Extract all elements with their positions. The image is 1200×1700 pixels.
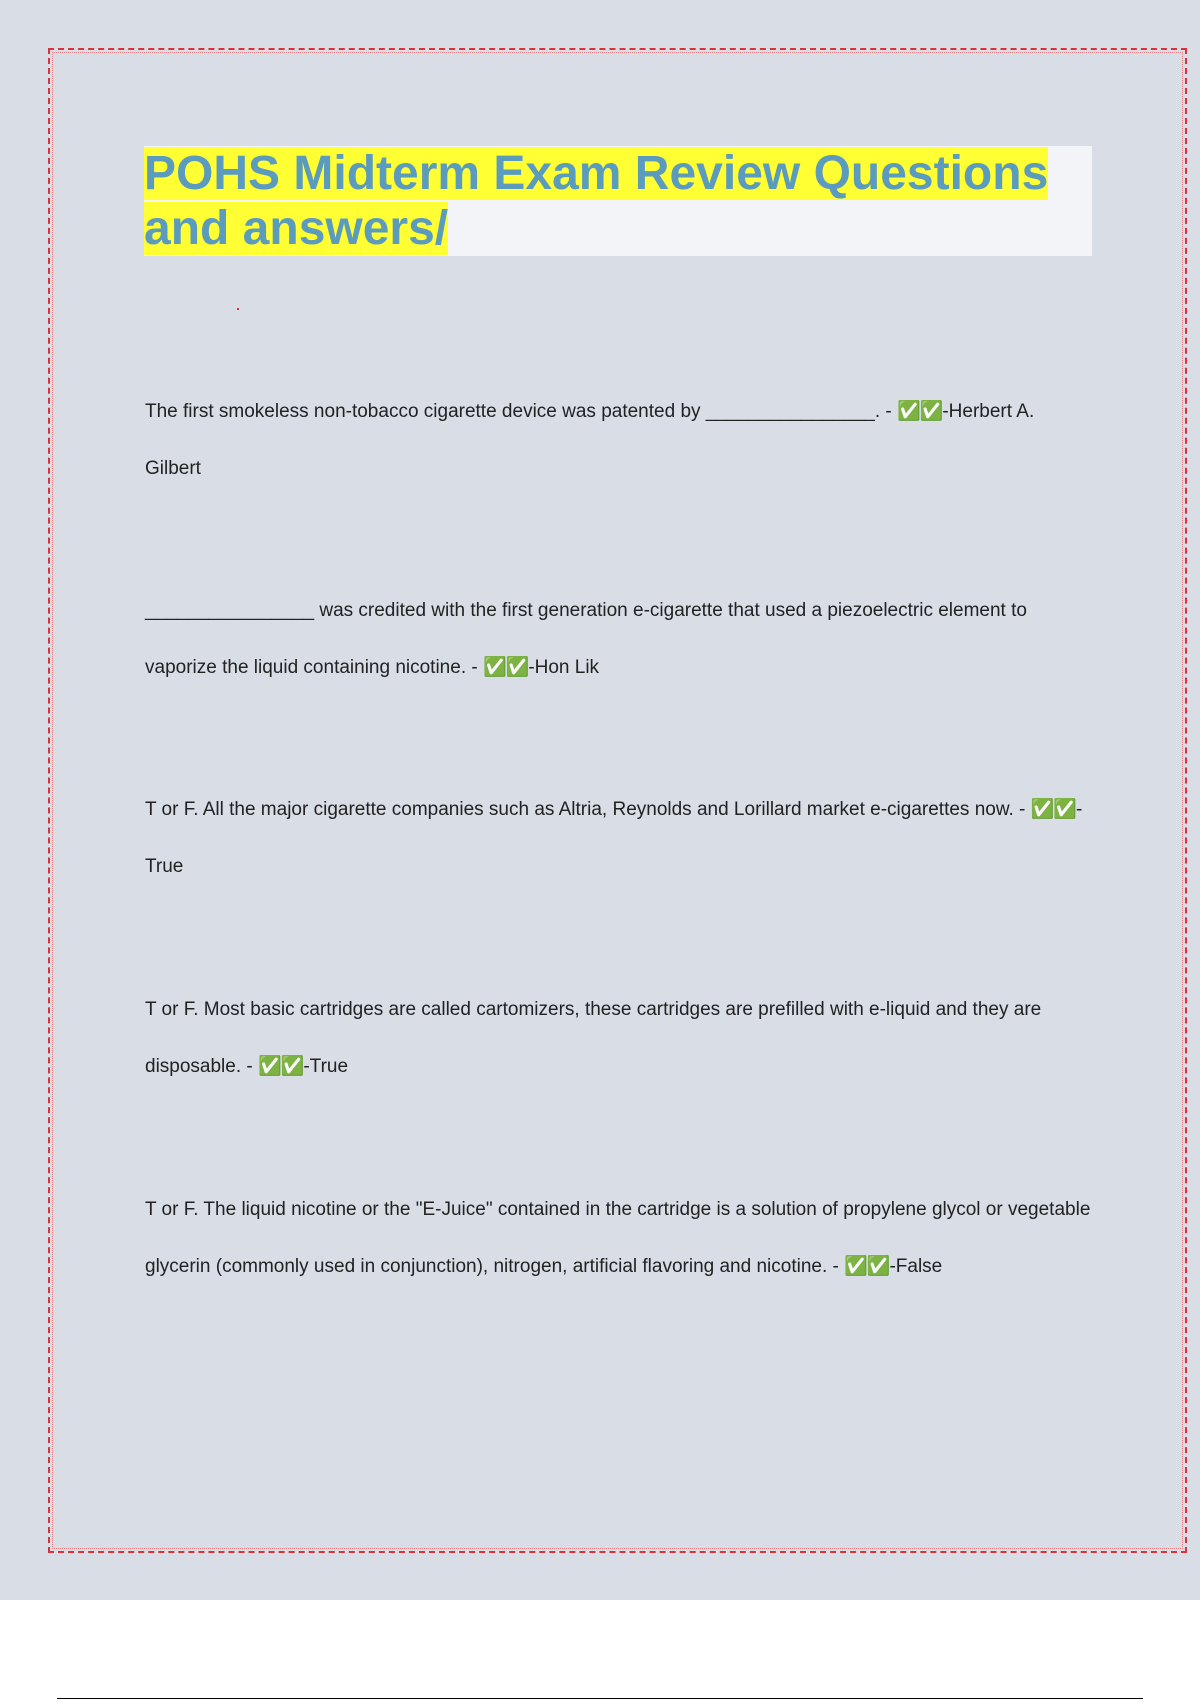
- question-text: T or F. Most basic cartridges are called cartomizers, these cartridges are prefilled with e-liquid and they are disposable. -: [145, 999, 1042, 1077]
- double-check-icon: ✅✅: [844, 1255, 890, 1277]
- answer-text: -True: [303, 1055, 349, 1077]
- question-text: The first smokeless non-tobacco cigarette device was patented by ________________. -: [145, 401, 898, 422]
- double-check-icon: ✅✅: [482, 656, 529, 678]
- answer-text: -True: [145, 799, 1083, 877]
- title-line-2: and answers/: [144, 202, 449, 255]
- question-text: ________________ was credited with the first generation e-cigarette that used a piezoelectric element to vaporize the liquid containing nicotine. -: [145, 600, 1027, 678]
- question-text: T or F. The liquid nicotine or the "E-Juice" contained in the cartridge is a solution of propylene glycol or vegetable glycerin (commonly used in conjunction), nitrogen, artificial flavoring and nicotine. -: [145, 1199, 1091, 1277]
- stray-mark: [237, 308, 239, 310]
- answer-text: -Hon Lik: [528, 656, 600, 678]
- double-check-icon: ✅✅: [258, 1055, 304, 1077]
- title-block: [144, 146, 1092, 256]
- qa-item-4: [145, 982, 1095, 1095]
- qa-item-5: [145, 1182, 1095, 1295]
- question-text: T or F. All the major cigarette companies such as Altria, Reynolds and Lorillard market e-cigarettes now. -: [145, 799, 1031, 820]
- qa-item-3: [145, 782, 1095, 895]
- title-line-1: POHS Midterm Exam Review Questions: [144, 147, 1049, 200]
- double-check-icon: ✅✅: [1030, 799, 1076, 820]
- double-check-icon: ✅✅: [897, 401, 943, 422]
- answer-text: -False: [889, 1255, 943, 1277]
- page-title: [144, 146, 1092, 256]
- answer-text: -Herbert A. Gilbert: [145, 401, 1035, 479]
- qa-item-1: [145, 384, 1095, 497]
- qa-item-2: [145, 583, 1095, 696]
- footer-rule: [57, 1698, 1143, 1699]
